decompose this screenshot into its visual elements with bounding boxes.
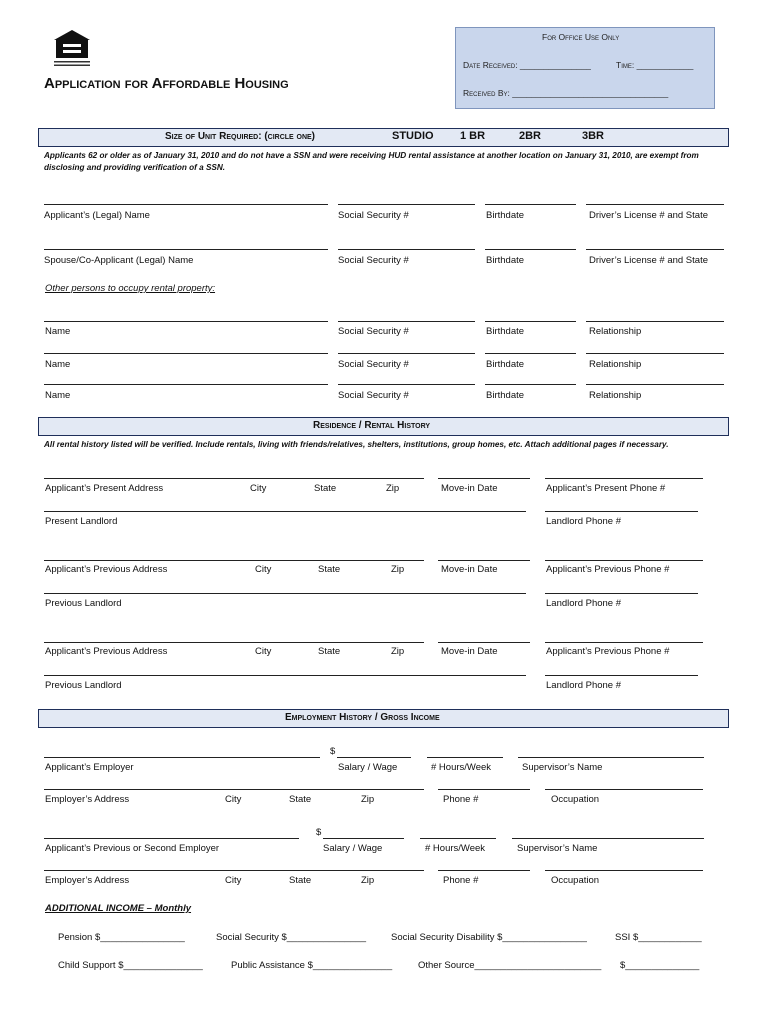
other-persons-heading: Other persons to occupy rental property:	[45, 283, 216, 294]
date-received-field[interactable]: Date Received: _______________	[463, 60, 591, 70]
emp1-address-label: Employer’s Address	[45, 794, 130, 805]
present-movein-label: Move-in Date	[441, 483, 498, 494]
emp2-dollar-sign: $	[316, 827, 322, 838]
present-landlord-phone-label: Landlord Phone #	[546, 516, 622, 527]
person2-birthdate-label: Birthdate	[486, 359, 525, 370]
prev1-city-label: City	[255, 564, 272, 575]
present-city-label: City	[250, 483, 267, 494]
emp2-address-label: Employer’s Address	[45, 875, 130, 886]
present-state-label: State	[314, 483, 337, 494]
employment-header-title: Employment History / Gross Income	[285, 712, 440, 723]
emp1-salary-line[interactable]	[337, 757, 411, 758]
prev1-landlord-phone-label: Landlord Phone #	[546, 598, 622, 609]
emp2-phone-label: Phone #	[443, 875, 479, 886]
applicant-license-label: Driver’s License # and State	[589, 210, 708, 221]
person3-ssn-label: Social Security #	[338, 390, 409, 401]
person1-ssn-label: Social Security #	[338, 326, 409, 337]
person1-ssn-line[interactable]	[338, 321, 475, 322]
applicant-name-label: Applicant’s (Legal) Name	[44, 210, 150, 221]
person3-relationship-line[interactable]	[586, 384, 724, 385]
person3-ssn-line[interactable]	[338, 384, 475, 385]
spouse-birthdate-label: Birthdate	[486, 255, 525, 266]
unit-option-2br[interactable]: 2BR	[519, 130, 542, 142]
prev2-phone-line[interactable]	[545, 642, 703, 643]
ss-disability-field[interactable]: Social Security Disability $________________	[391, 932, 587, 943]
emp1-occupation-line[interactable]	[545, 789, 703, 790]
emp1-hours-line[interactable]	[427, 757, 503, 758]
emp2-city-label: City	[225, 875, 242, 886]
person3-birthdate-label: Birthdate	[486, 390, 525, 401]
person3-relationship-label: Relationship	[589, 390, 642, 401]
residence-note: All rental history listed will be verified. Include rentals, living with friends/relatives, shelters, institutions, group homes, etc. Attach additional pages if necessary.	[44, 440, 669, 449]
emp1-occupation-label: Occupation	[551, 794, 600, 805]
emp1-city-label: City	[225, 794, 242, 805]
unit-size-bar	[38, 128, 729, 147]
social-security-field[interactable]: Social Security $_______________	[216, 932, 367, 943]
person1-relationship-line[interactable]	[586, 321, 724, 322]
person1-name-line[interactable]	[44, 321, 328, 322]
present-address-label: Applicant’s Present Address	[45, 483, 164, 494]
applicant-ssn-line[interactable]	[338, 204, 475, 205]
unit-size-label: Size of Unit Required: (circle one)	[165, 131, 315, 142]
received-by-field[interactable]: Received By: _________________________________	[463, 88, 669, 98]
emp2-employer-label: Applicant’s Previous or Second Employer	[45, 843, 220, 854]
emp1-dollar-sign: $	[330, 746, 336, 757]
spouse-birthdate-line[interactable]	[485, 249, 576, 250]
emp1-employer-line[interactable]	[44, 757, 320, 758]
emp1-employer-label: Applicant’s Employer	[45, 762, 134, 773]
emp2-supervisor-label: Supervisor’s Name	[517, 843, 598, 854]
person2-ssn-line[interactable]	[338, 353, 475, 354]
child-support-field[interactable]: Child Support $_______________	[58, 960, 203, 971]
prev1-zip-label: Zip	[391, 564, 405, 575]
emp1-address-line[interactable]	[44, 789, 424, 790]
ssi-field[interactable]: SSI $____________	[615, 932, 702, 943]
emp1-hours-label: # Hours/Week	[431, 762, 492, 773]
prev2-zip-label: Zip	[391, 646, 405, 657]
emp2-occupation-line[interactable]	[545, 870, 703, 871]
prev1-landlord-phone-line[interactable]	[545, 593, 698, 594]
person3-birthdate-line[interactable]	[485, 384, 576, 385]
present-phone-label: Applicant’s Present Phone #	[546, 483, 666, 494]
emp1-supervisor-label: Supervisor’s Name	[522, 762, 603, 773]
person3-name-label: Name	[45, 390, 71, 401]
unit-option-1br[interactable]: 1 BR	[460, 130, 486, 142]
present-zip-label: Zip	[386, 483, 400, 494]
prev1-phone-line[interactable]	[545, 560, 703, 561]
time-field[interactable]: Time: ____________	[616, 60, 694, 70]
emp2-hours-label: # Hours/Week	[425, 843, 486, 854]
person2-name-line[interactable]	[44, 353, 328, 354]
public-assistance-field[interactable]: Public Assistance $_______________	[231, 960, 393, 971]
prev1-landlord-line[interactable]	[44, 593, 526, 594]
person2-ssn-label: Social Security #	[338, 359, 409, 370]
prev2-address-line[interactable]	[44, 642, 424, 643]
prev2-landlord-line[interactable]	[44, 675, 526, 676]
present-phone-line[interactable]	[545, 478, 703, 479]
present-landlord-phone-line[interactable]	[545, 511, 698, 512]
prev1-address-label: Applicant’s Previous Address	[45, 564, 168, 575]
prev1-movein-label: Move-in Date	[441, 564, 498, 575]
other-source-amount-field[interactable]: $______________	[620, 960, 700, 971]
person1-relationship-label: Relationship	[589, 326, 642, 337]
emp2-salary-line[interactable]	[323, 838, 404, 839]
unit-option-3br[interactable]: 3BR	[582, 130, 605, 142]
emp1-salary-label: Salary / Wage	[338, 762, 398, 773]
emp2-salary-label: Salary / Wage	[323, 843, 383, 854]
present-movein-line[interactable]	[438, 478, 530, 479]
applicant-ssn-label: Social Security #	[338, 210, 409, 221]
prev2-landlord-phone-label: Landlord Phone #	[546, 680, 622, 691]
applicant-name-line[interactable]	[44, 204, 328, 205]
office-use-title: For Office Use Only	[542, 32, 620, 42]
emp2-phone-line[interactable]	[438, 870, 530, 871]
emp2-occupation-label: Occupation	[551, 875, 600, 886]
applicant-birthdate-line[interactable]	[485, 204, 576, 205]
emp2-address-line[interactable]	[44, 870, 424, 871]
ssn-exemption-note: Applicants 62 or older as of January 31, 2010 and do not have a SSN and were receiving HUD rental assistance at another location on January 31, 2010, are exempt from disclosing and providing verification of a SSN.	[44, 151, 699, 172]
present-landlord-label: Present Landlord	[45, 516, 118, 527]
prev1-address-line[interactable]	[44, 560, 424, 561]
emp2-state-label: State	[289, 875, 312, 886]
prev2-movein-line[interactable]	[438, 642, 530, 643]
emp1-zip-label: Zip	[361, 794, 375, 805]
person2-relationship-line[interactable]	[586, 353, 724, 354]
emp2-employer-line[interactable]	[44, 838, 299, 839]
prev2-landlord-phone-line[interactable]	[545, 675, 698, 676]
person2-name-label: Name	[45, 359, 71, 370]
spouse-ssn-line[interactable]	[338, 249, 475, 250]
spouse-name-label: Spouse/Co-Applicant (Legal) Name	[44, 255, 194, 266]
present-landlord-line[interactable]	[44, 511, 526, 512]
person2-birthdate-line[interactable]	[485, 353, 576, 354]
prev2-city-label: City	[255, 646, 272, 657]
prev2-landlord-label: Previous Landlord	[45, 680, 122, 691]
emp2-hours-line[interactable]	[420, 838, 496, 839]
spouse-name-line[interactable]	[44, 249, 328, 250]
prev1-landlord-label: Previous Landlord	[45, 598, 122, 609]
spouse-license-line[interactable]	[586, 249, 724, 250]
emp2-zip-label: Zip	[361, 875, 375, 886]
pension-field[interactable]: Pension $________________	[58, 932, 185, 943]
person1-birthdate-line[interactable]	[485, 321, 576, 322]
page-title: Application for Affordable Housing	[44, 75, 289, 92]
spouse-license-label: Driver’s License # and State	[589, 255, 708, 266]
equal-housing-logo-icon	[50, 28, 94, 68]
emp1-phone-label: Phone #	[443, 794, 479, 805]
prev1-phone-label: Applicant’s Previous Phone #	[546, 564, 670, 575]
person1-birthdate-label: Birthdate	[486, 326, 525, 337]
prev1-movein-line[interactable]	[438, 560, 530, 561]
emp1-phone-line[interactable]	[438, 789, 530, 790]
prev2-address-label: Applicant’s Previous Address	[45, 646, 168, 657]
prev2-phone-label: Applicant’s Previous Phone #	[546, 646, 670, 657]
applicant-birthdate-label: Birthdate	[486, 210, 525, 221]
office-use-box	[455, 27, 715, 109]
other-source-field[interactable]: Other Source________________________	[418, 960, 602, 971]
person3-name-line[interactable]	[44, 384, 328, 385]
residence-header-title: Residence / Rental History	[313, 420, 431, 431]
applicant-license-line[interactable]	[586, 204, 724, 205]
emp2-supervisor-line[interactable]	[512, 838, 704, 839]
person1-name-label: Name	[45, 326, 71, 337]
prev2-movein-label: Move-in Date	[441, 646, 498, 657]
prev1-state-label: State	[318, 564, 341, 575]
additional-income-heading: ADDITIONAL INCOME – Monthly	[45, 903, 192, 914]
emp1-supervisor-line[interactable]	[518, 757, 704, 758]
unit-option-studio[interactable]: STUDIO	[392, 130, 434, 142]
present-address-line[interactable]	[44, 478, 424, 479]
spouse-ssn-label: Social Security #	[338, 255, 409, 266]
person2-relationship-label: Relationship	[589, 359, 642, 370]
prev2-state-label: State	[318, 646, 341, 657]
emp1-state-label: State	[289, 794, 312, 805]
